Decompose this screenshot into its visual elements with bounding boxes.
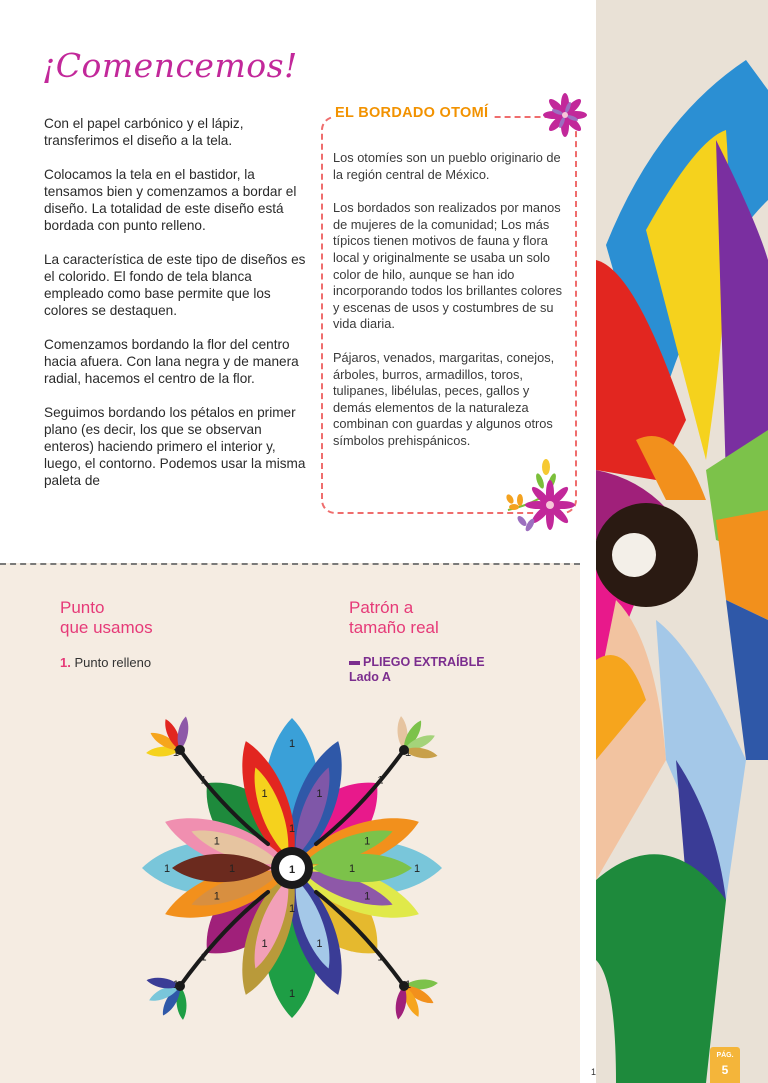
intro-paragraph: Colocamos la tela en el bastidor, la tensamos bien y comenzamos a bordar el diseño. La totalidad de este diseño está bordada con punto relleno.: [44, 167, 297, 233]
info-paragraph: Los bordados son realizados por manos de mujeres de la comunidad; Los más típicos tienen motivos de fauna y flora local y originalmente se usaba un solo color de hilo, aunque se han ido incorporando todos los brillantes colores y escenas de usos y costumbres de su vida diaria.: [333, 200, 563, 332]
stitch-number-label: 1: [288, 988, 296, 1000]
embroidery-photo: [596, 0, 768, 1083]
stitch-number-label: 1: [288, 864, 296, 876]
stitch-number-label: 1: [163, 863, 171, 875]
stitch-heading-line: Punto: [60, 598, 105, 617]
pattern-heading-line: Patrón a: [349, 598, 414, 617]
info-box-body: [333, 150, 571, 467]
stitch-label: Punto relleno: [74, 655, 152, 670]
stitch-number-label: 1: [348, 863, 356, 875]
pattern-heading-line: tamaño real: [349, 618, 439, 637]
stitch-number-label: 1: [200, 774, 207, 787]
stitch-heading: [60, 598, 153, 638]
stitch-number-label: 1: [213, 835, 220, 848]
stitch-number-label: 1: [288, 823, 296, 835]
info-paragraph: Pájaros, venados, margaritas, conejos, árboles, burros, armadillos, toros, tulipanes, libélulas, peces, gallos y demás elementos de la naturaleza combinan con guardas y algunos otros símbolos prehispánicos.: [333, 349, 555, 448]
stitch-number-label: 1: [288, 738, 296, 750]
stitch-number-label: 1: [405, 746, 412, 759]
embroidery-pattern: [120, 700, 465, 1045]
stitch-heading-line: que usamos: [60, 618, 153, 637]
page-title: ¡Comencemos!: [42, 46, 298, 85]
page-tab-label: PÁG.: [716, 1052, 734, 1059]
intro-paragraph: Comenzamos bordando la flor del centro hacia afuera. Con lana negra y de manera radial, hacemos el centro de la flor.: [44, 337, 299, 386]
stitch-number-label: 1: [172, 746, 179, 759]
info-paragraph: Los otomíes son un pueblo originario de la región central de México.: [333, 150, 561, 182]
stitch-number-label: 1: [288, 903, 296, 915]
page-number: 1: [591, 1067, 597, 1077]
stitch-number: 1.: [60, 655, 71, 670]
flower-icon: [540, 93, 590, 137]
stitch-number-label: 1: [364, 835, 371, 848]
stitch-number-label: 1: [172, 979, 179, 992]
stitch-number-label: 1: [261, 938, 268, 951]
pliego-side: Lado A: [349, 670, 391, 684]
stitch-number-label: 1: [377, 951, 384, 964]
stitch-number-label: 1: [316, 938, 323, 951]
flower-bouquet-icon: [500, 455, 588, 543]
stitch-number-label: 1: [413, 863, 421, 875]
dash-icon: [349, 661, 360, 665]
stitch-number-label: 1: [377, 774, 384, 787]
section-divider: [0, 563, 580, 565]
pattern-shapes: [142, 716, 442, 1021]
page-tab-number: 5: [721, 1063, 729, 1077]
pattern-heading: [349, 598, 439, 638]
pliego-label: PLIEGO EXTRAÍBLE: [363, 655, 485, 669]
stitch-number-label: 1: [200, 951, 207, 964]
stitch-number-label: 1: [228, 863, 236, 875]
info-box-title: EL BORDADO OTOMÍ: [333, 105, 494, 121]
stitch-number-label: 1: [316, 787, 323, 800]
intro-paragraph: Seguimos bordando los pétalos en primer plano (es decir, los que se observan enteros) haciendo primero el interior y, luego, el contorno. Podemos usar la misma paleta de: [44, 405, 306, 488]
stitch-list-item: [60, 655, 151, 670]
stitch-number-label: 1: [364, 890, 371, 903]
pliego-note: [349, 655, 485, 685]
stitch-number-label: 1: [261, 787, 268, 800]
intro-paragraph: Con el papel carbónico y el lápiz, transferimos el diseño a la tela.: [44, 116, 244, 148]
intro-paragraph: La característica de este tipo de diseños es el colorido. El fondo de tela blanca empleado como base permite que los colores se destaquen.: [44, 252, 306, 318]
stitch-number-label: 1: [405, 979, 412, 992]
intro-text: [44, 115, 306, 506]
stitch-number-label: 1: [213, 890, 220, 903]
